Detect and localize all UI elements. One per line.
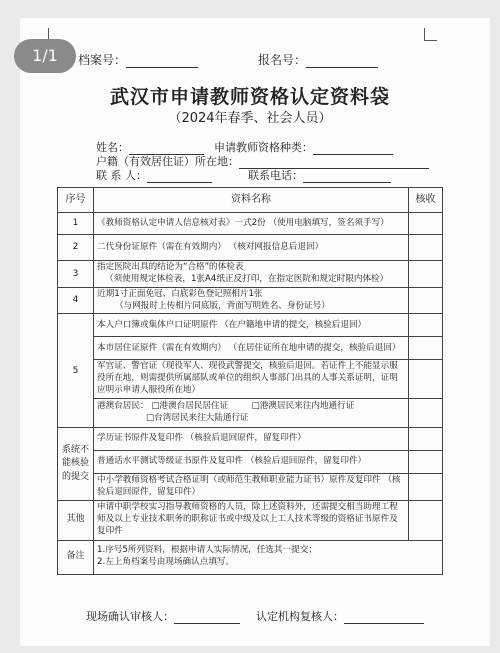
table-row [58,287,443,314]
item-text: 申请中职学校实习指导教师资格的人员，除上述资料外，还需提交相当助理工程师及以上专业技术职务的职称证书或中级及以上工人技术等级的资格证书原件及复印件 [94,500,409,540]
item-text: 《教师资格认定申请人信息核对表》一式2份 （使用电脑填写，签名须手写） [94,213,409,235]
document-title: 武汉市申请教师资格认定资料袋 [109,86,390,108]
table-header-row [58,188,443,213]
item-cell [94,399,409,428]
table-row [58,540,443,574]
check-cell[interactable] [409,399,443,428]
row-number: 3 [58,261,94,288]
check-cell[interactable] [409,451,443,474]
item-text: 中小学教师资格考试合格证明（或师范生教师职业能力证书）原件及复印件 （核验后退回原件，留复印件） [94,474,409,501]
check-cell[interactable] [409,314,443,337]
phone-label: 联系电话： [248,169,303,182]
phone-blank [303,170,391,183]
remark-line: 2.左上角档案号由现场确认点填写。 [97,557,235,568]
table-row [58,314,443,337]
file-no-label: 档案号： [78,53,127,67]
check-header: 核收 [409,188,443,213]
table-row [58,261,443,288]
taiwan-option-line [97,413,405,425]
name-label: 姓名： [96,141,129,154]
hmt-options [97,401,405,413]
check-cell[interactable] [409,474,443,501]
table-row [58,213,443,235]
check-cell[interactable] [409,337,443,360]
item-note: （须使用规定体检表，1张A4纸正反打印，在指定医院和规定时限内体检） [105,273,389,284]
contact-label: 联 系 人： [96,169,147,182]
item-text: 二代身份证原件（需在有效期内） （核对网报信息后退回） [94,235,409,261]
item-cell [94,261,409,288]
reg-no-label: 报名号： [258,53,307,67]
hmt-residence-permit-option[interactable]: □港澳台居民居住证 [151,401,229,412]
table-row [58,474,443,501]
category-cell: 其他 [58,500,94,540]
check-cell[interactable] [409,261,443,288]
item-cell [94,287,409,314]
remark-line: 1.序号5所列资料，根据申请人实际情况，任选其一提交； [97,545,317,556]
phone-field [248,167,391,183]
type-label: 申请教师资格种类： [214,141,313,154]
table-row [58,360,443,399]
item-text: 军官证、警官证（现役军人、现役武警提交，核验后退回。若证件上不能显示服役所在地，则需提供所属部队或单位的组织人事部门出具的人事关系证明，证明应明示申请人服役所在地） [94,360,409,399]
row-number: 5 [58,314,94,428]
table-row [58,428,443,451]
crop-mark-top-right [424,28,437,41]
remarks-cell [94,540,443,574]
row-number: 2 [58,235,94,261]
row-number: 1 [58,213,94,235]
hmt-label: 港澳台居民： [97,401,149,412]
item-text: 指定医院出具的结论为“合格”的体检表 [97,262,244,272]
on-site-reviewer-field [86,608,240,624]
table-row [58,337,443,360]
check-cell[interactable] [409,287,443,314]
taiwan-permit-option[interactable]: □台湾居民来往大陆通行证 [146,413,249,424]
reg-no-blank [306,55,378,68]
item-text: 近期1寸正面免冠、白底彩色登记照相片1张 [97,288,263,299]
document-subtitle: （2024年春季、社会人员） [168,111,332,126]
check-cell[interactable] [409,235,443,261]
seq-header: 序号 [58,188,94,213]
table-row [58,399,443,428]
on-site-reviewer-label: 现场确认审核人： [86,610,174,623]
hukou-label: 户籍（有效居住证）所在地： [96,155,239,168]
file-no-blank [126,55,198,68]
category-cell: 系统不能核验的提交 [58,428,94,501]
check-cell[interactable] [409,500,443,540]
category-cell: 备注 [58,540,94,574]
table-row [58,500,443,540]
contact-blank [147,170,212,183]
item-text: 本市居住证原件（需在有效期内） （在居住证所在地申请的提交，核验后退回） [94,337,409,360]
materials-table [57,187,443,575]
item-text: 学历证书原件及复印件 （核验后退回原件，留复印件） [94,428,409,451]
item-note: （与网报时上传相片同底版，背面写明姓名、身份证号） [115,300,330,311]
check-cell[interactable] [409,213,443,235]
authority-reviewer-label: 认定机构复核人： [256,610,344,623]
table-row [58,235,443,261]
contact-field [96,167,212,183]
name-header: 资料名称 [94,188,409,213]
item-text: 普通话水平测试等级证书原件及复印件 （核验后退回原件，留复印件） [94,451,409,474]
check-cell[interactable] [409,428,443,451]
table-row [58,451,443,474]
hk-macao-permit-option[interactable]: □港澳居民来往内地通行证 [251,401,355,412]
on-site-reviewer-blank [174,611,240,624]
row-number: 4 [58,287,94,314]
page-indicator: 1/1 [14,39,76,73]
check-cell[interactable] [409,360,443,399]
authority-reviewer-blank [344,611,424,624]
reg-no-field [258,51,378,68]
authority-reviewer-field [256,608,424,624]
file-no-field [78,51,198,68]
item-text: 本人户口簿或集体户口证明原件 （在户籍地申请的提交，核验后退回） [94,314,409,337]
